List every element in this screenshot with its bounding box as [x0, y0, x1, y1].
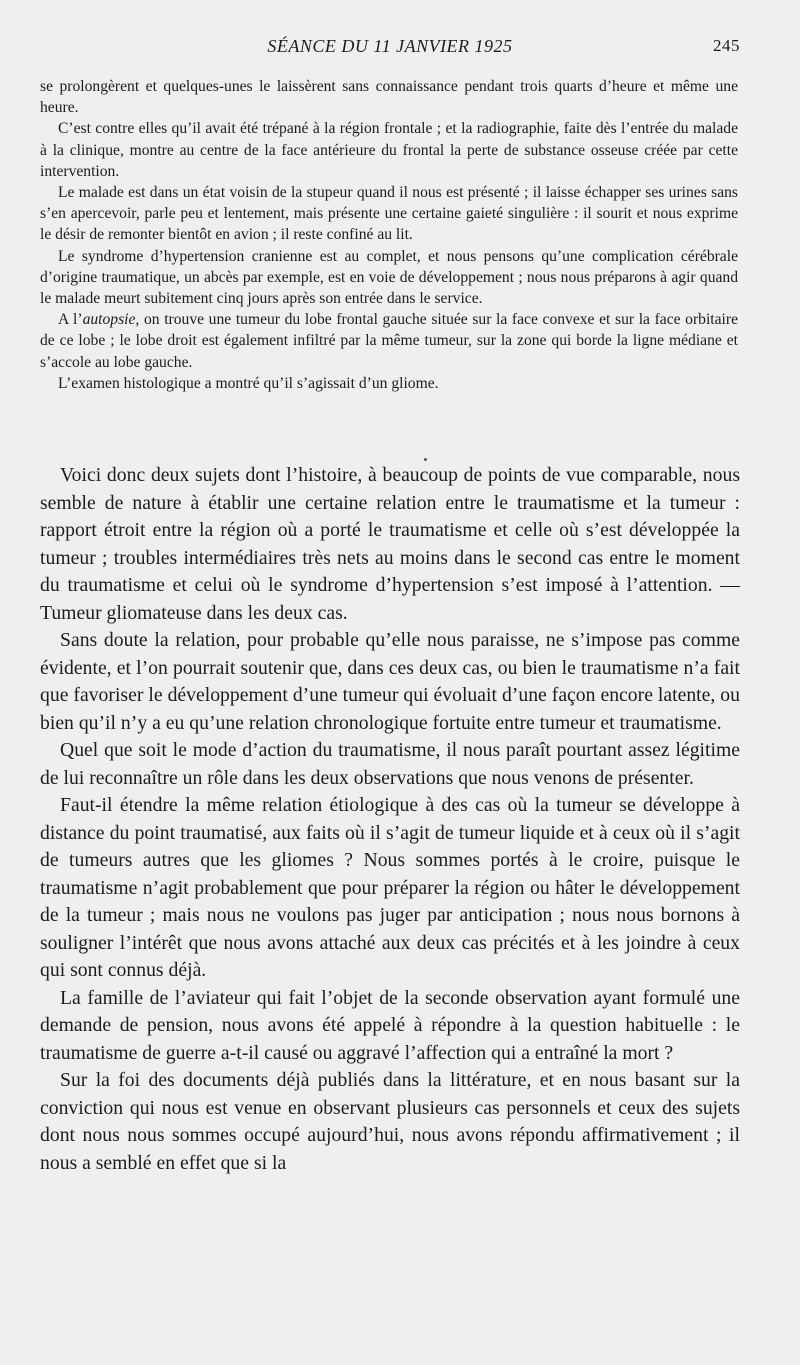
- page-number: 245: [713, 36, 740, 55]
- paragraph: se prolongèrent et quelques-unes le laissèrent sans connaissance pendant trois quarts d’heure et même une heure.: [40, 78, 738, 117]
- section-separator: [424, 458, 427, 461]
- paragraph: L’examen histologique a montré qu’il s’agissait d’un gliome.: [58, 374, 439, 392]
- autopsy-prefix: A l’: [58, 311, 83, 329]
- discussion-text: [40, 462, 740, 1177]
- running-title: SÉANCE DU 11 JANVIER 1925: [267, 36, 513, 56]
- autopsy-term: autopsie,: [82, 311, 140, 329]
- paragraph: Sur la foi des documents déjà publiés dans la littérature, et en nous basant sur la conviction qui nous est venue en observant plusieurs cas personnels et ceux des sujets dont nous nous sommes occupé aujourd’hui, nous avons répondu affirmativement ; il nous a semblé en effet que si la: [40, 1069, 740, 1174]
- case-report-text: [40, 76, 738, 394]
- page-header: [40, 36, 740, 62]
- paragraph: La famille de l’aviateur qui fait l’objet de la seconde observation ayant formulé une demande de pension, nous avons été appelé à répondre à la question habituelle : le traumatisme de guerre a-t-il causé ou aggravé l’affection qui a entraîné la mort ?: [40, 986, 740, 1064]
- paragraph: Quel que soit le mode d’action du traumatisme, il nous paraît pourtant assez légitime de lui reconnaître un rôle dans les deux observations que nous venons de présenter.: [40, 739, 740, 789]
- paragraph: Voici donc deux sujets dont l’histoire, à beaucoup de points de vue comparable, nous semble de nature à établir une certaine relation entre le traumatisme et la tumeur : rapport étroit entre la région où a porté le traumatisme et celle où s’est développée la tumeur ; troubles intermédiaires très nets au moins dans le second cas entre le moment du traumatisme et celui où le syndrome d’hypertension s’est imposé à l’attention. — Tumeur gliomateuse dans les deux cas.: [40, 464, 740, 624]
- autopsy-paragraph: [40, 309, 738, 373]
- paragraph: Sans doute la relation, pour probable qu’elle nous paraisse, ne s’impose pas comme évidente, et l’on pourrait soutenir que, dans ces deux cas, ou bien le traumatisme n’a fait que favoriser le développement d’une tumeur qui évoluait d’une façon encore latente, ou bien qu’il n’y a eu qu’une relation chronologique fortuite entre tumeur et traumatisme.: [40, 629, 740, 734]
- autopsy-text: on trouve une tumeur du lobe frontal gauche située sur la face convexe et sur la face orbitaire de ce lobe ; le lobe droit est également infiltré par la même tumeur, sur la zone qui borde la ligne médiane et s’accole au lobe gauche.: [40, 311, 739, 371]
- paragraph: Le malade est dans un état voisin de la stupeur quand il nous est présenté ; il laisse échapper ses urines sans s’en apercevoir, parle peu et lentement, mais présente une certaine gaieté singulière : il sourit et nous exprime le désir de remonter bientôt en avion ; il reste confiné au lit.: [40, 184, 738, 244]
- paragraph: Faut-il étendre la même relation étiologique à des cas où la tumeur se développe à distance du point traumatisé, aux faits où il s’agit de tumeur liquide et à ceux où il s’agit de tumeurs autres que les gliomes ? Nous sommes portés à le croire, puisque le traumatisme n’agit probablement que pour préparer la région ou hâter le développement de la tumeur ; mais nous ne voulons pas juger par anticipation ; nous nous bornons à souligner l’intérêt que nous avons attaché aux deux cas précités et à les joindre à ceux qui sont connus déjà.: [40, 794, 740, 981]
- paragraph: Le syndrome d’hypertension cranienne est au complet, et nous pensons qu’une complication cérébrale d’origine traumatique, un abcès par exemple, est en voie de développement ; nous nous préparons à agir quand le malade meurt subitement cinq jours après son entrée dans le service.: [40, 247, 738, 308]
- paragraph: C’est contre elles qu’il avait été trépané à la région frontale ; et la radiographie, faite dès l’entrée du malade à la clinique, montre au centre de la face antérieure du frontal la perte de substance osseuse créée par cette intervention.: [40, 120, 738, 180]
